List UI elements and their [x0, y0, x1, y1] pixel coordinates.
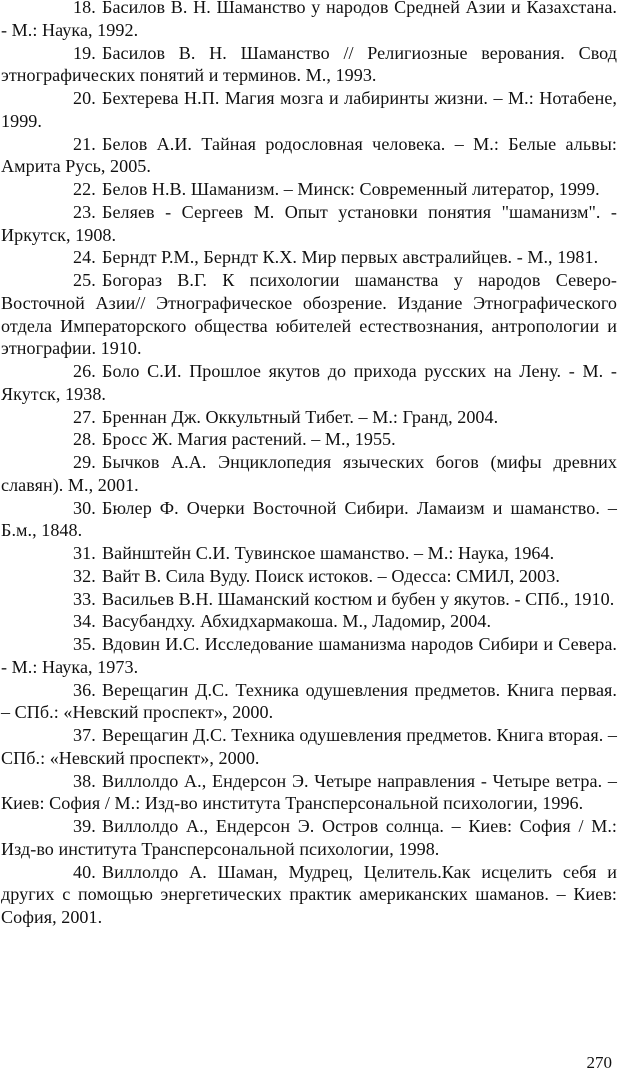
entry-number: 35. [73, 634, 96, 654]
entry-number: 25. [73, 270, 96, 290]
bibliography-entry [1, 133, 617, 179]
entry-text: Богораз В.Г. К психологии шаманства у народов Северо-Восточной Азии// Этнографическое обозрение. Издание Этнографического отдела Императорского общества юбителей естествознания, антропологии и этнографии. 1910. [1, 270, 617, 359]
entry-number: 20. [73, 88, 96, 108]
entry-text: Верещагин Д.С. Техника одушевления предметов. Книга вторая. – СПб.: «Невский проспект», 2000. [1, 725, 617, 768]
entry-number: 27. [73, 406, 96, 427]
entry-number: 18. [73, 0, 96, 17]
bibliography-entry [1, 360, 617, 406]
entry-text: Васубандху. Абхидхармакоша. М., Ладомир, 2004. [102, 611, 492, 632]
entry-number: 32. [73, 565, 96, 586]
bibliography-entry [1, 269, 617, 360]
bibliography-entry [1, 610, 617, 633]
entry-number: 38. [73, 770, 96, 791]
bibliography-entry [1, 679, 617, 725]
entry-number: 23. [73, 201, 96, 222]
bibliography-list [1, 0, 617, 929]
entry-text: Бюлер Ф. Очерки Восточной Сибири. Ламаизм и шаманство. – Б.м., 1848. [1, 497, 617, 541]
entry-text: Вайт В. Сила Вуду. Поиск истоков. – Одесса: СМИЛ, 2003. [102, 565, 560, 586]
bibliography-entry [1, 246, 617, 269]
entry-number: 33. [73, 588, 96, 609]
entry-number: 40. [73, 861, 96, 882]
entry-number: 19. [73, 42, 96, 63]
entry-text: Бреннан Дж. Оккультный Тибет. – М.: Гранд, 2004. [102, 406, 499, 427]
bibliography-entry [1, 497, 617, 543]
entry-text: Виллолдо А., Ендерсон Э. Четыре направления - Четыре ветра. – Киев: София / М.: Изд-во института Трансперсональной психологии, 1996. [1, 770, 617, 814]
entry-text: Вдовин И.С. Исследование шаманизма народов Сибири и Севера. - М.: Наука, 1973. [1, 634, 617, 677]
entry-text: Боло С.И. Прошлое якутов до прихода русских на Лену. - М. - Якутск, 1938. [1, 361, 617, 404]
bibliography-entry [1, 565, 617, 588]
bibliography-entry [1, 770, 617, 816]
bibliography-entry [1, 588, 617, 611]
entry-number: 22. [73, 179, 96, 199]
entry-text: Берндт Р.М., Берндт К.Х. Мир первых австралийцев. - М., 1981. [102, 247, 599, 268]
entry-number: 28. [73, 429, 96, 450]
entry-text: Вайнштейн С.И. Тувинское шаманство. – М.: Наука, 1964. [102, 543, 555, 563]
entry-number: 31. [73, 543, 96, 563]
page-number: 270 [586, 1053, 612, 1072]
bibliography-entry [1, 178, 617, 201]
entry-text: Виллолдо А., Ендерсон Э. Остров солнца. – Киев: София / М.: Изд-во института Трансперсональной психологии, 1998. [1, 816, 617, 859]
entry-text: Верещагин Д.С. Техника одушевления предметов. Книга первая. – СПб.: «Невский проспект», 2000. [1, 679, 617, 723]
bibliography-entry [1, 724, 617, 770]
bibliography-entry [1, 406, 617, 429]
entry-text: Бросс Ж. Магия растений. – М., 1955. [102, 429, 396, 450]
entry-number: 30. [73, 497, 96, 518]
entry-text: Бехтерева Н.П. Магия мозга и лабиринты жизни. – М.: Нотабене, 1999. [1, 88, 617, 131]
entry-number: 29. [73, 452, 96, 472]
bibliography-entry [1, 815, 617, 861]
bibliography-entry [1, 451, 617, 497]
entry-number: 24. [73, 247, 96, 268]
bibliography-entry [1, 428, 617, 451]
entry-number: 39. [73, 816, 96, 836]
bibliography-entry [1, 42, 617, 88]
entry-text: Васильев В.Н. Шаманский костюм и бубен у якутов. - СПб., 1910. [102, 588, 615, 609]
bibliography-entry [1, 542, 617, 565]
entry-number: 26. [73, 361, 96, 381]
entry-text: Белов Н.В. Шаманизм. – Минск: Современный литератор, 1999. [102, 179, 600, 199]
entry-number: 21. [73, 133, 96, 154]
bibliography-entry [1, 87, 617, 133]
bibliography-entry [1, 0, 617, 42]
entry-number: 34. [73, 611, 96, 632]
entry-text: Басилов В. Н. Шаманство у народов Средней Азии и Казахстана. - М.: Наука, 1992. [1, 0, 617, 40]
bibliography-entry [1, 633, 617, 679]
bibliography-entry [1, 861, 617, 929]
entry-text: Белов А.И. Тайная родословная человека. – М.: Белые альвы: Амрита Русь, 2005. [1, 133, 617, 177]
entry-text: Бычков А.А. Энциклопедия языческих богов (мифы древних славян). М., 2001. [1, 452, 617, 495]
entry-text: Беляев - Сергеев М. Опыт установки понятия "шаманизм". - Иркутск, 1908. [1, 201, 617, 245]
entry-text: Басилов В. Н. Шаманство // Религиозные верования. Свод этнографических понятий и терминов. М., 1993. [1, 42, 617, 86]
bibliography-entry [1, 201, 617, 247]
entry-text: Виллолдо А. Шаман, Мудрец, Целитель.Как исцелить себя и других с помощью энергетических практик американских шаманов. – Киев: София, 2001. [1, 861, 617, 927]
entry-number: 37. [73, 725, 96, 745]
entry-number: 36. [73, 679, 96, 700]
